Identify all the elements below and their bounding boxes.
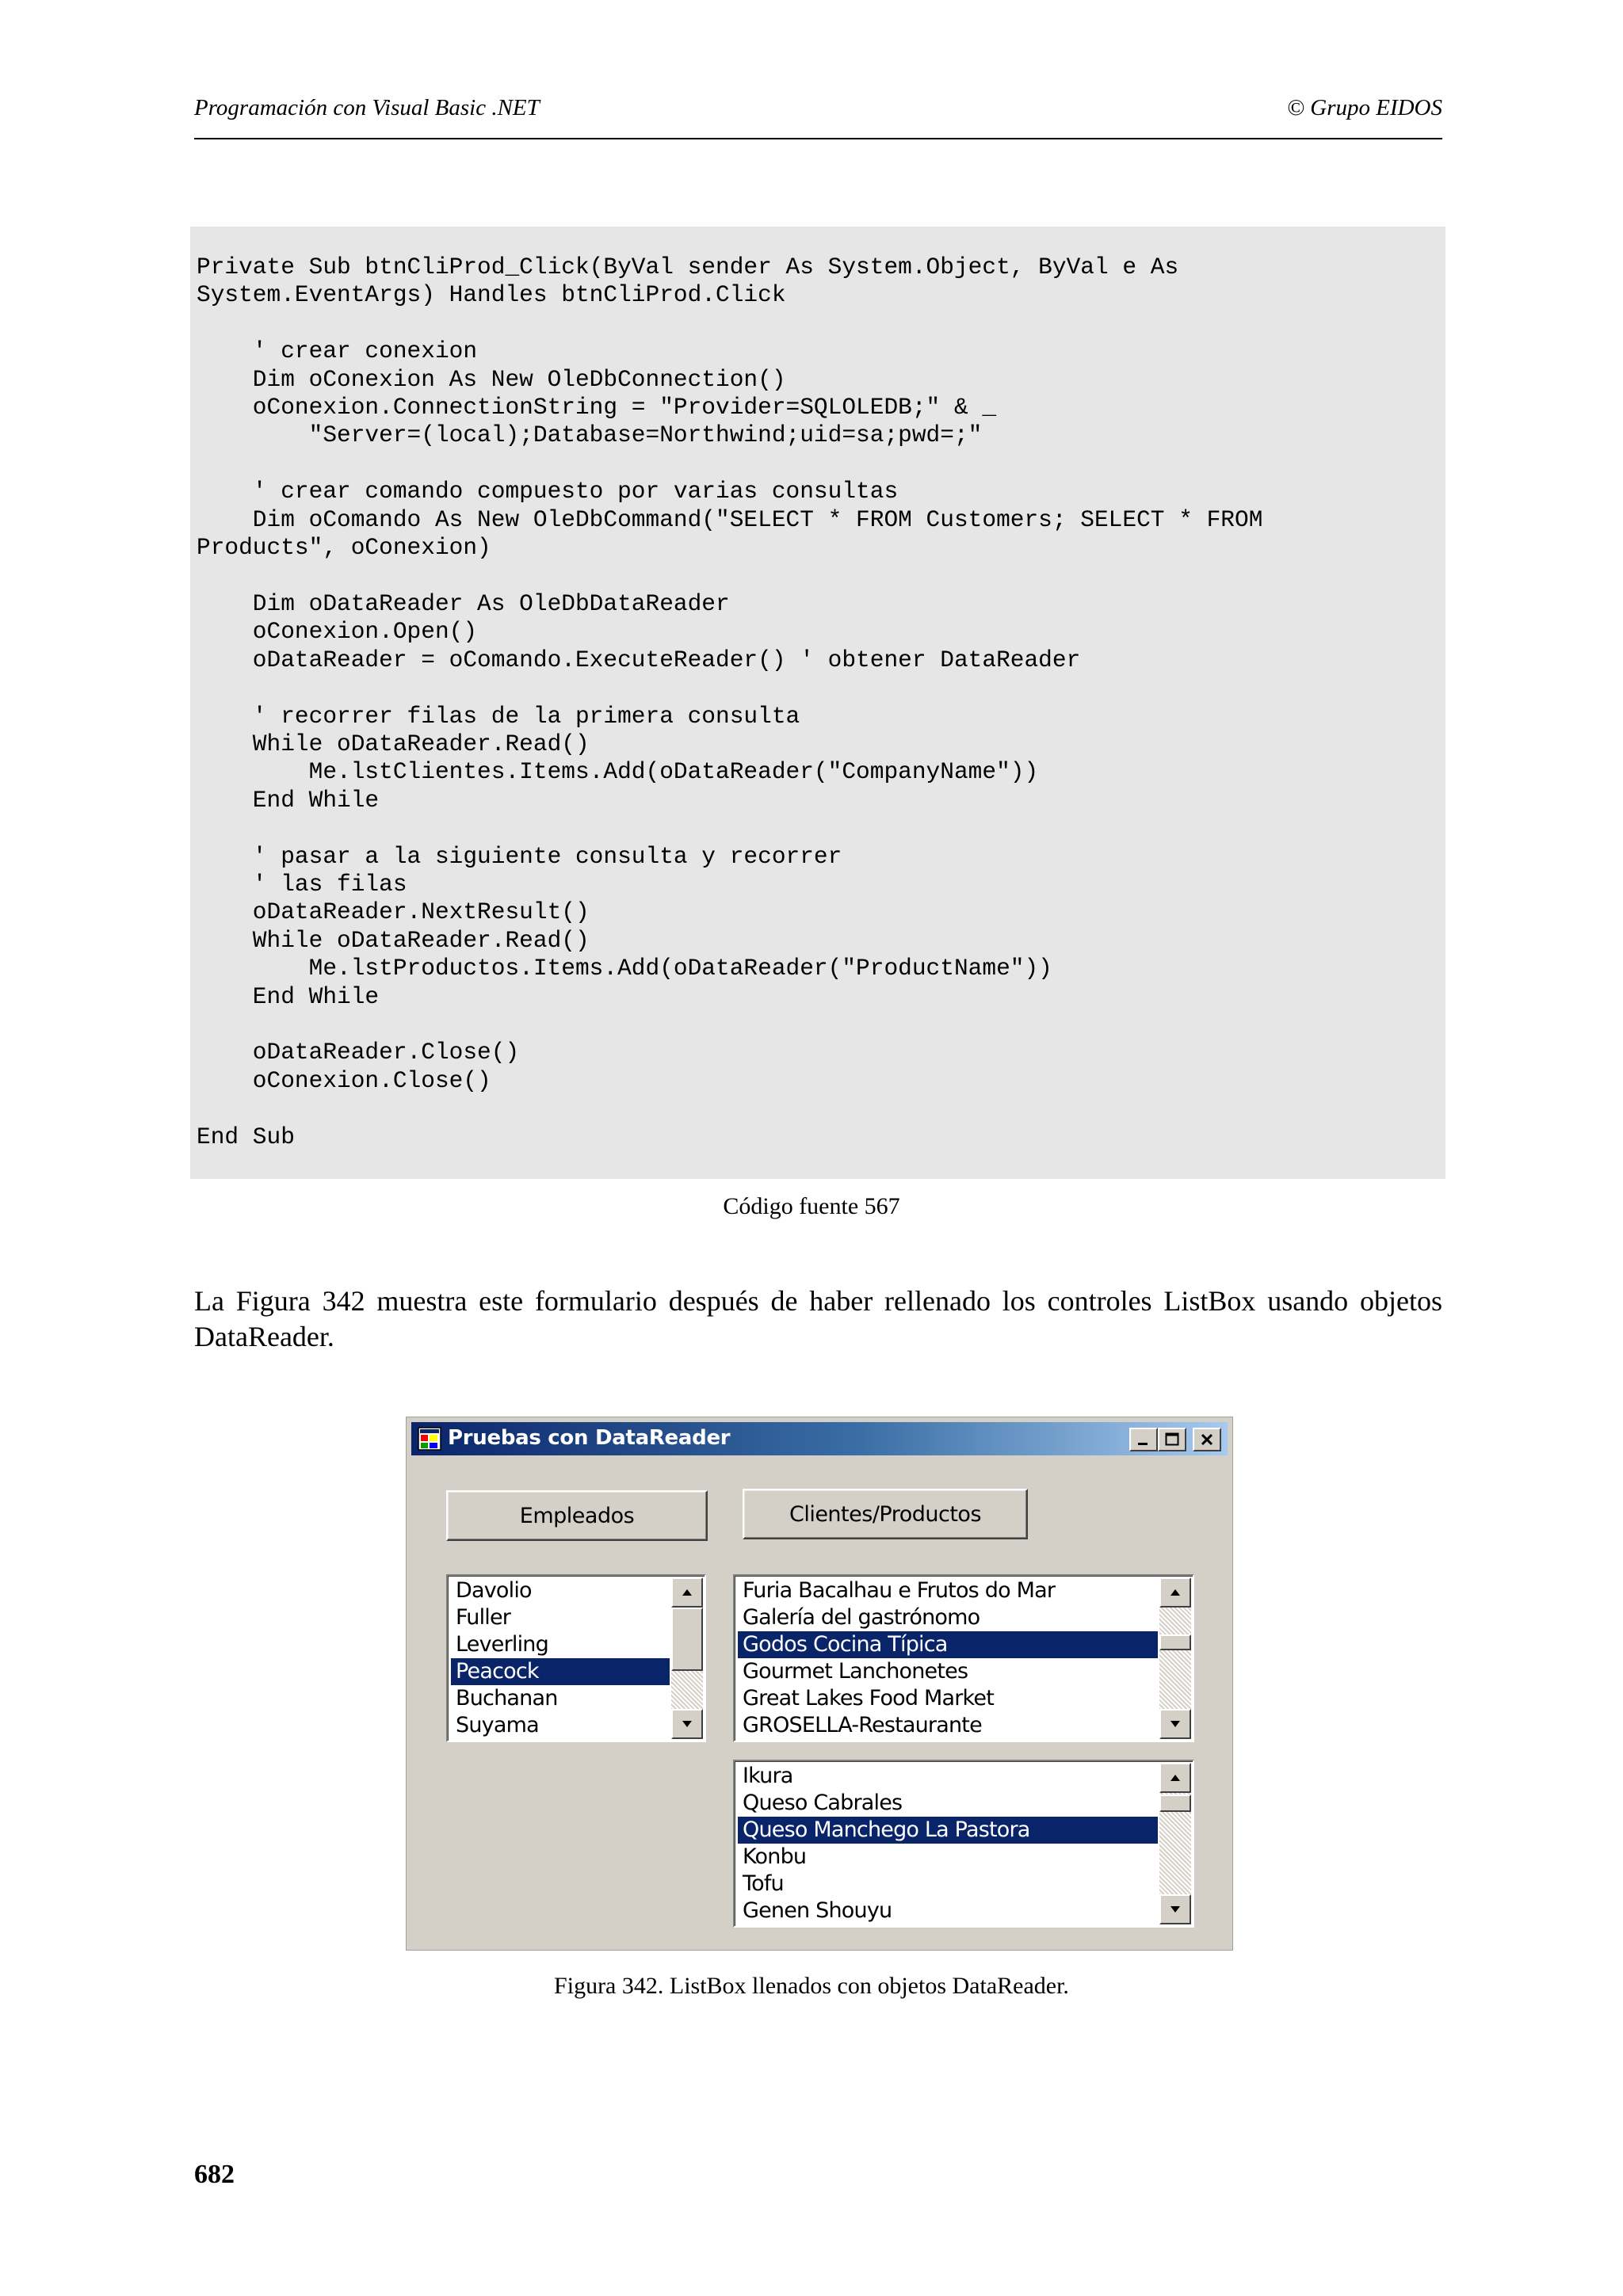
code-caption: Código fuente 567 (723, 1193, 900, 1219)
scroll-up-button[interactable] (671, 1577, 703, 1608)
window-titlebar[interactable] (411, 1422, 1228, 1455)
list-item[interactable]: Konbu (743, 1844, 807, 1869)
list-item[interactable]: Tofu (743, 1871, 784, 1896)
code-listing (190, 227, 1445, 1179)
code-line: Me.lstProductos.Items.Add(oDataReader("ProductName")) (197, 955, 1052, 982)
scroll-down-button[interactable] (671, 1709, 703, 1739)
clientes-productos-button[interactable]: Clientes/Productos (743, 1489, 1028, 1539)
running-header-title: Programación con Visual Basic .NET (194, 95, 540, 120)
minimize-icon (1136, 1432, 1151, 1447)
empleados-items (451, 1577, 670, 1739)
close-icon (1199, 1432, 1215, 1447)
code-line: Me.lstClientes.Items.Add(oDataReader("CompanyName")) (197, 758, 1039, 786)
code-line: ' pasar a la siguiente consulta y recorrer (197, 842, 842, 870)
code-line: ' recorrer filas de la primera consulta (197, 702, 800, 730)
page-number: 682 (194, 2160, 235, 2189)
scroll-up-button[interactable] (1159, 1577, 1191, 1608)
empleados-button[interactable]: Empleados (446, 1490, 708, 1541)
code-line: oConexion.ConnectionString = "Provider=SQLOLEDB;" & _ (197, 394, 997, 421)
scroll-thumb[interactable] (671, 1608, 703, 1671)
code-line: End While (197, 786, 380, 814)
code-line: ' crear conexion (197, 338, 478, 365)
code-line: While oDataReader.Read() (197, 926, 590, 954)
running-header-publisher: © Grupo EIDOS (1286, 95, 1442, 120)
maximize-icon (1164, 1432, 1180, 1447)
code-line: Dim oDataReader As OleDbDataReader (197, 589, 730, 617)
list-item[interactable]: Great Lakes Food Market (743, 1686, 995, 1711)
code-line: End Sub (197, 1123, 295, 1150)
list-item[interactable]: Peacock (451, 1658, 670, 1685)
list-item[interactable]: Suyama (456, 1713, 539, 1737)
minimize-button[interactable] (1129, 1428, 1158, 1451)
list-item[interactable]: Godos Cocina Típica (738, 1631, 1158, 1658)
scroll-up-button[interactable] (1159, 1763, 1191, 1793)
list-item[interactable]: Gourmet Lanchonetes (743, 1659, 968, 1684)
list-item[interactable]: Galería del gastrónomo (743, 1605, 980, 1630)
app-icon (418, 1427, 441, 1451)
list-item[interactable]: Buchanan (456, 1686, 558, 1711)
window-title: Pruebas con DataReader (448, 1426, 731, 1450)
code-line: oDataReader.NextResult() (197, 898, 590, 926)
list-item[interactable]: Queso Manchego La Pastora (738, 1817, 1158, 1844)
code-line: End While (197, 982, 380, 1010)
code-text (197, 254, 1439, 1151)
code-line: Private Sub btnCliProd_Click(ByVal sender As System.Object, ByVal e As (197, 254, 1179, 280)
close-button[interactable] (1193, 1428, 1221, 1451)
body-paragraph: La Figura 342 muestra este formulario después de haber rellenado los controles ListBox usando objetos DataReader. (194, 1285, 1442, 1352)
maximize-button[interactable] (1158, 1428, 1186, 1451)
figure-caption: Figura 342. ListBox llenados con objetos DataReader. (554, 1973, 1069, 1999)
empleados-scrollbar[interactable] (671, 1577, 703, 1739)
code-line: "Server=(local);Database=Northwind;uid=sa;pwd=;" (197, 421, 983, 449)
list-item[interactable]: Genen Shouyu (743, 1898, 892, 1923)
scroll-thumb[interactable] (1159, 1634, 1191, 1650)
code-line: ' las filas (197, 870, 407, 898)
productos-listbox[interactable] (733, 1760, 1194, 1928)
header-rule (194, 138, 1442, 139)
code-line: oDataReader = oComando.ExecuteReader() ' obtener DataReader (197, 646, 1081, 673)
list-item[interactable]: GROSELLA-Restaurante (743, 1713, 982, 1737)
productos-items (738, 1763, 1158, 1924)
code-line: System.EventArgs) Handles btnCliProd.Click (197, 281, 786, 309)
clientes-scrollbar[interactable] (1159, 1577, 1191, 1739)
form-window-screenshot (406, 1417, 1233, 1951)
arrow-up-icon (1169, 1588, 1182, 1597)
arrow-down-icon (1169, 1719, 1182, 1729)
clientes-listbox[interactable] (733, 1574, 1194, 1742)
code-line: ' crear comando compuesto por varias consultas (197, 478, 899, 505)
list-item[interactable]: Furia Bacalhau e Frutos do Mar (743, 1578, 1056, 1603)
empleados-listbox[interactable] (446, 1574, 706, 1742)
scroll-down-button[interactable] (1159, 1709, 1191, 1739)
code-line: Products", oConexion) (197, 534, 491, 562)
code-line: oDataReader.Close() (197, 1039, 520, 1066)
scroll-thumb[interactable] (1159, 1794, 1191, 1812)
arrow-down-icon (1169, 1905, 1182, 1914)
productos-scrollbar[interactable] (1159, 1763, 1191, 1924)
list-item[interactable]: Leverling (456, 1632, 548, 1657)
code-line: Dim oConexion As New OleDbConnection() (197, 365, 786, 393)
arrow-up-icon (1169, 1773, 1182, 1783)
list-item[interactable]: Fuller (456, 1605, 511, 1630)
code-line: oConexion.Open() (197, 618, 478, 646)
list-item[interactable]: Ikura (743, 1764, 793, 1788)
code-line: While oDataReader.Read() (197, 730, 590, 757)
list-item[interactable]: Queso Cabrales (743, 1791, 903, 1815)
arrow-up-icon (681, 1588, 693, 1597)
arrow-down-icon (681, 1719, 693, 1729)
list-item[interactable]: Davolio (456, 1578, 532, 1603)
code-line: Dim oComando As New OleDbCommand("SELECT * FROM Customers; SELECT * FROM (197, 505, 1263, 533)
scroll-down-button[interactable] (1159, 1894, 1191, 1924)
code-line: oConexion.Close() (197, 1066, 491, 1094)
clientes-items (738, 1577, 1158, 1739)
